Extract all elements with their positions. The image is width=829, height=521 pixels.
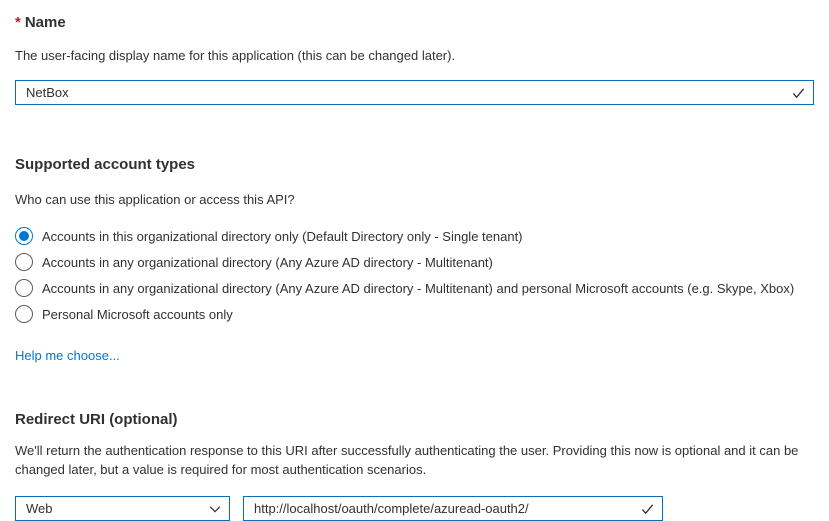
name-input[interactable] — [16, 81, 813, 104]
redirect-uri-input[interactable] — [244, 497, 662, 520]
account-type-label-1: Accounts in any organizational directory (Any Azure AD directory - Multitenant) — [42, 254, 493, 270]
platform-select-value: Web — [26, 501, 53, 516]
name-description: The user-facing display name for this application (this can be changed later). — [15, 48, 456, 63]
account-type-radio-group — [15, 223, 814, 327]
name-heading: Name — [24, 14, 66, 31]
help-me-choose-link[interactable]: Help me choose... — [15, 348, 120, 363]
account-type-option-1[interactable] — [15, 249, 814, 275]
redirect-uri-description: We'll return the authentication response to this URI after successfully authenticating the user. Providing this now is optional and it can be changed later, but a value is required for most authentication scenarios. — [15, 443, 799, 477]
required-asterisk: * — [15, 14, 21, 31]
redirect-uri-heading: Redirect URI (optional) — [15, 411, 178, 428]
account-type-option-0[interactable] — [15, 223, 814, 249]
account-type-option-3[interactable] — [15, 301, 814, 327]
platform-select[interactable] — [15, 496, 230, 521]
account-type-radio-3[interactable] — [15, 305, 33, 323]
account-type-label-0: Accounts in this organizational directory only (Default Directory only - Single tenant) — [42, 228, 523, 244]
name-label-row — [15, 14, 814, 32]
account-types-heading: Supported account types — [15, 156, 196, 173]
name-input-container — [15, 80, 814, 105]
account-type-option-2[interactable] — [15, 275, 814, 301]
account-type-label-2: Accounts in any organizational directory (Any Azure AD directory - Multitenant) and personal Microsoft accounts (e.g. Skype, Xbox) — [42, 280, 795, 296]
account-type-radio-1[interactable] — [15, 253, 33, 271]
account-type-label-3: Personal Microsoft accounts only — [42, 306, 233, 322]
account-types-question: Who can use this application or access this API? — [15, 192, 295, 207]
redirect-uri-row — [15, 496, 814, 521]
account-type-radio-2[interactable] — [15, 279, 33, 297]
account-type-radio-0[interactable] — [15, 227, 33, 245]
redirect-uri-input-container — [243, 496, 663, 521]
